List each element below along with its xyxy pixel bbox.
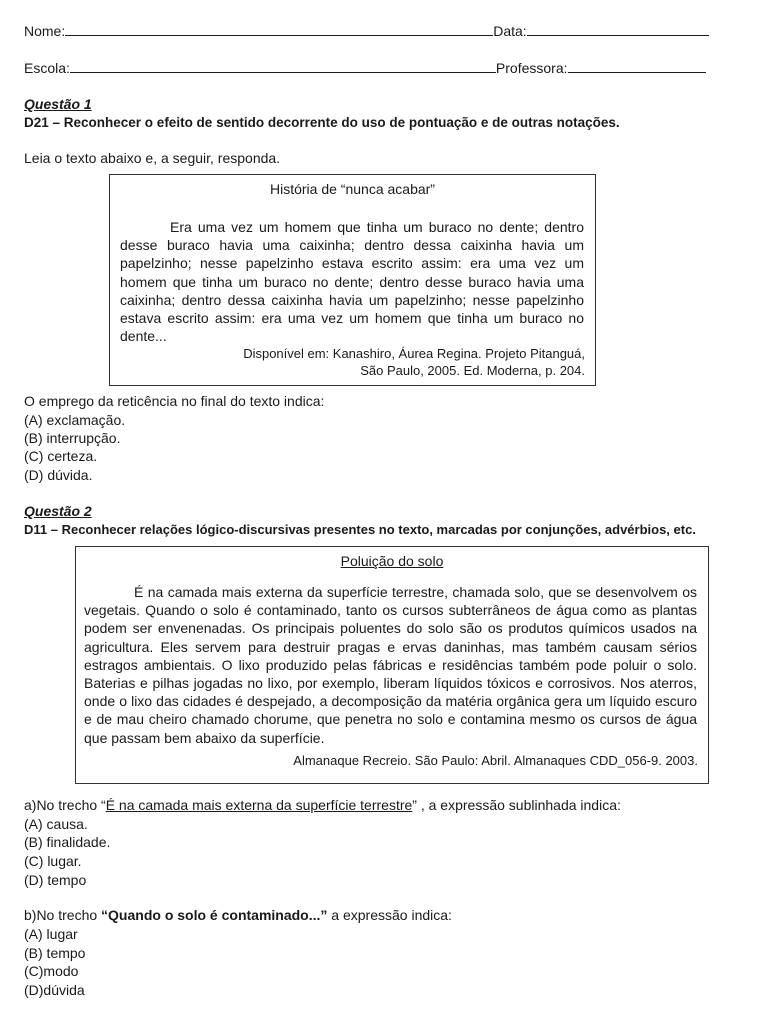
question-1-option-b[interactable]: (B) interrupção. <box>24 430 121 446</box>
question-1-prompt: O emprego da reticência no final do texto indica: <box>24 393 325 409</box>
date-blank[interactable] <box>527 22 709 36</box>
text-box-2 <box>75 546 709 784</box>
name-line <box>24 22 709 40</box>
question-1-option-c[interactable]: (C) certeza. <box>24 448 98 464</box>
text-box-2-body: É na camada mais externa da superfície terrestre, chamada solo, que se desenvolvem os vegetais. Quando o solo é contaminado, tanto os cursos subterrâneos de água como as plantas podem ser envenenadas. Os principais poluentes do solo são os produtos químicos usados na agricultura. Eles servem para destruir pragas e ervas daninhas, mas também causam sérios estragos ambientais. O lixo produzido pelas fábricas e residências também pode poluir o solo. Baterias e pilhas jogadas no lixo, por exemplo, liberam líquidos tóxicos e corrosivos. Nos aterros, onde o lixo das cidades é despejado, a decomposição da matéria orgânica gera um líquido escuro e de mau cheiro chamado chorume, que penetra no solo e contamina mesmo os cursos de água que passam bem abaixo da superfície. <box>84 584 697 746</box>
teacher-blank[interactable] <box>568 59 706 73</box>
text-box-1-source-2: São Paulo, 2005. Ed. Moderna, p. 204. <box>360 363 585 378</box>
question-2b-option-a[interactable]: (A) lugar <box>24 926 78 942</box>
question-1-descriptor: D21 – Reconhecer o efeito de sentido decorrente do uso de pontuação e de outras notações. <box>24 115 620 130</box>
school-label: Escola: <box>24 60 70 76</box>
text-box-2-source: Almanaque Recreio. São Paulo: Abril. Almanaques CDD_056-9. 2003. <box>293 753 698 768</box>
name-label: Nome: <box>24 23 66 39</box>
question-2b-prompt: b)No trecho “Quando o solo é contaminado...” a expressão indica: <box>24 907 452 923</box>
question-2a-option-a[interactable]: (A) causa. <box>24 816 88 832</box>
question-1-option-a[interactable]: (A) exclamação. <box>24 412 126 428</box>
question-1-option-d[interactable]: (D) dúvida. <box>24 467 93 483</box>
school-blank[interactable] <box>70 59 496 73</box>
question-2a-option-c[interactable]: (C) lugar. <box>24 853 82 869</box>
question-2b-option-d[interactable]: (D)dúvida <box>24 982 85 998</box>
teacher-label: Professora: <box>495 60 568 76</box>
school-line <box>24 59 706 77</box>
question-2a-option-d[interactable]: (D) tempo <box>24 872 87 888</box>
text-box-1 <box>109 174 596 386</box>
question-2b-option-b[interactable]: (B) tempo <box>24 945 86 961</box>
date-label: Data: <box>493 23 527 39</box>
name-blank[interactable] <box>65 22 493 36</box>
question-2-heading: Questão 2 <box>24 503 92 519</box>
question-2a-quote: É na camada mais externa da superfície terrestre <box>105 797 413 813</box>
question-2a-option-b[interactable]: (B) finalidade. <box>24 834 111 850</box>
question-2a-prompt: a)No trecho “É na camada mais externa da superfície terrestre” , a expressão sublinhada indica: <box>24 797 621 813</box>
text-box-1-source-1: Disponível em: Kanashiro, Áurea Regina. Projeto Pitanguá, <box>243 346 585 361</box>
question-2b-quote: “Quando o solo é contaminado...” <box>101 907 328 923</box>
question-2-descriptor: D11 – Reconhecer relações lógico-discursivas presentes no texto, marcadas por conjunções, advérbios, etc. <box>24 522 696 537</box>
question-2b-option-c[interactable]: (C)modo <box>24 963 79 979</box>
text-box-2-title: Poluição do solo <box>340 553 444 569</box>
text-box-1-title: História de “nunca acabar” <box>270 181 435 197</box>
text-box-1-body: Era uma vez um homem que tinha um buraco no dente; dentro desse buraco havia uma caixinha; dentro dessa caixinha havia um papelzinho; nesse papelzinho estava escrito assim: era uma vez um homem que tinha um buraco no dente; dentro desse buraco havia uma caixinha; dentro dessa caixinha havia um papelzinho; nesse papelzinho estava escrito assim: era uma vez um homem que tinha um buraco no dente... <box>120 219 584 345</box>
question-1-instruction: Leia o texto abaixo e, a seguir, responda. <box>24 150 281 166</box>
question-1-heading: Questão 1 <box>24 96 92 112</box>
